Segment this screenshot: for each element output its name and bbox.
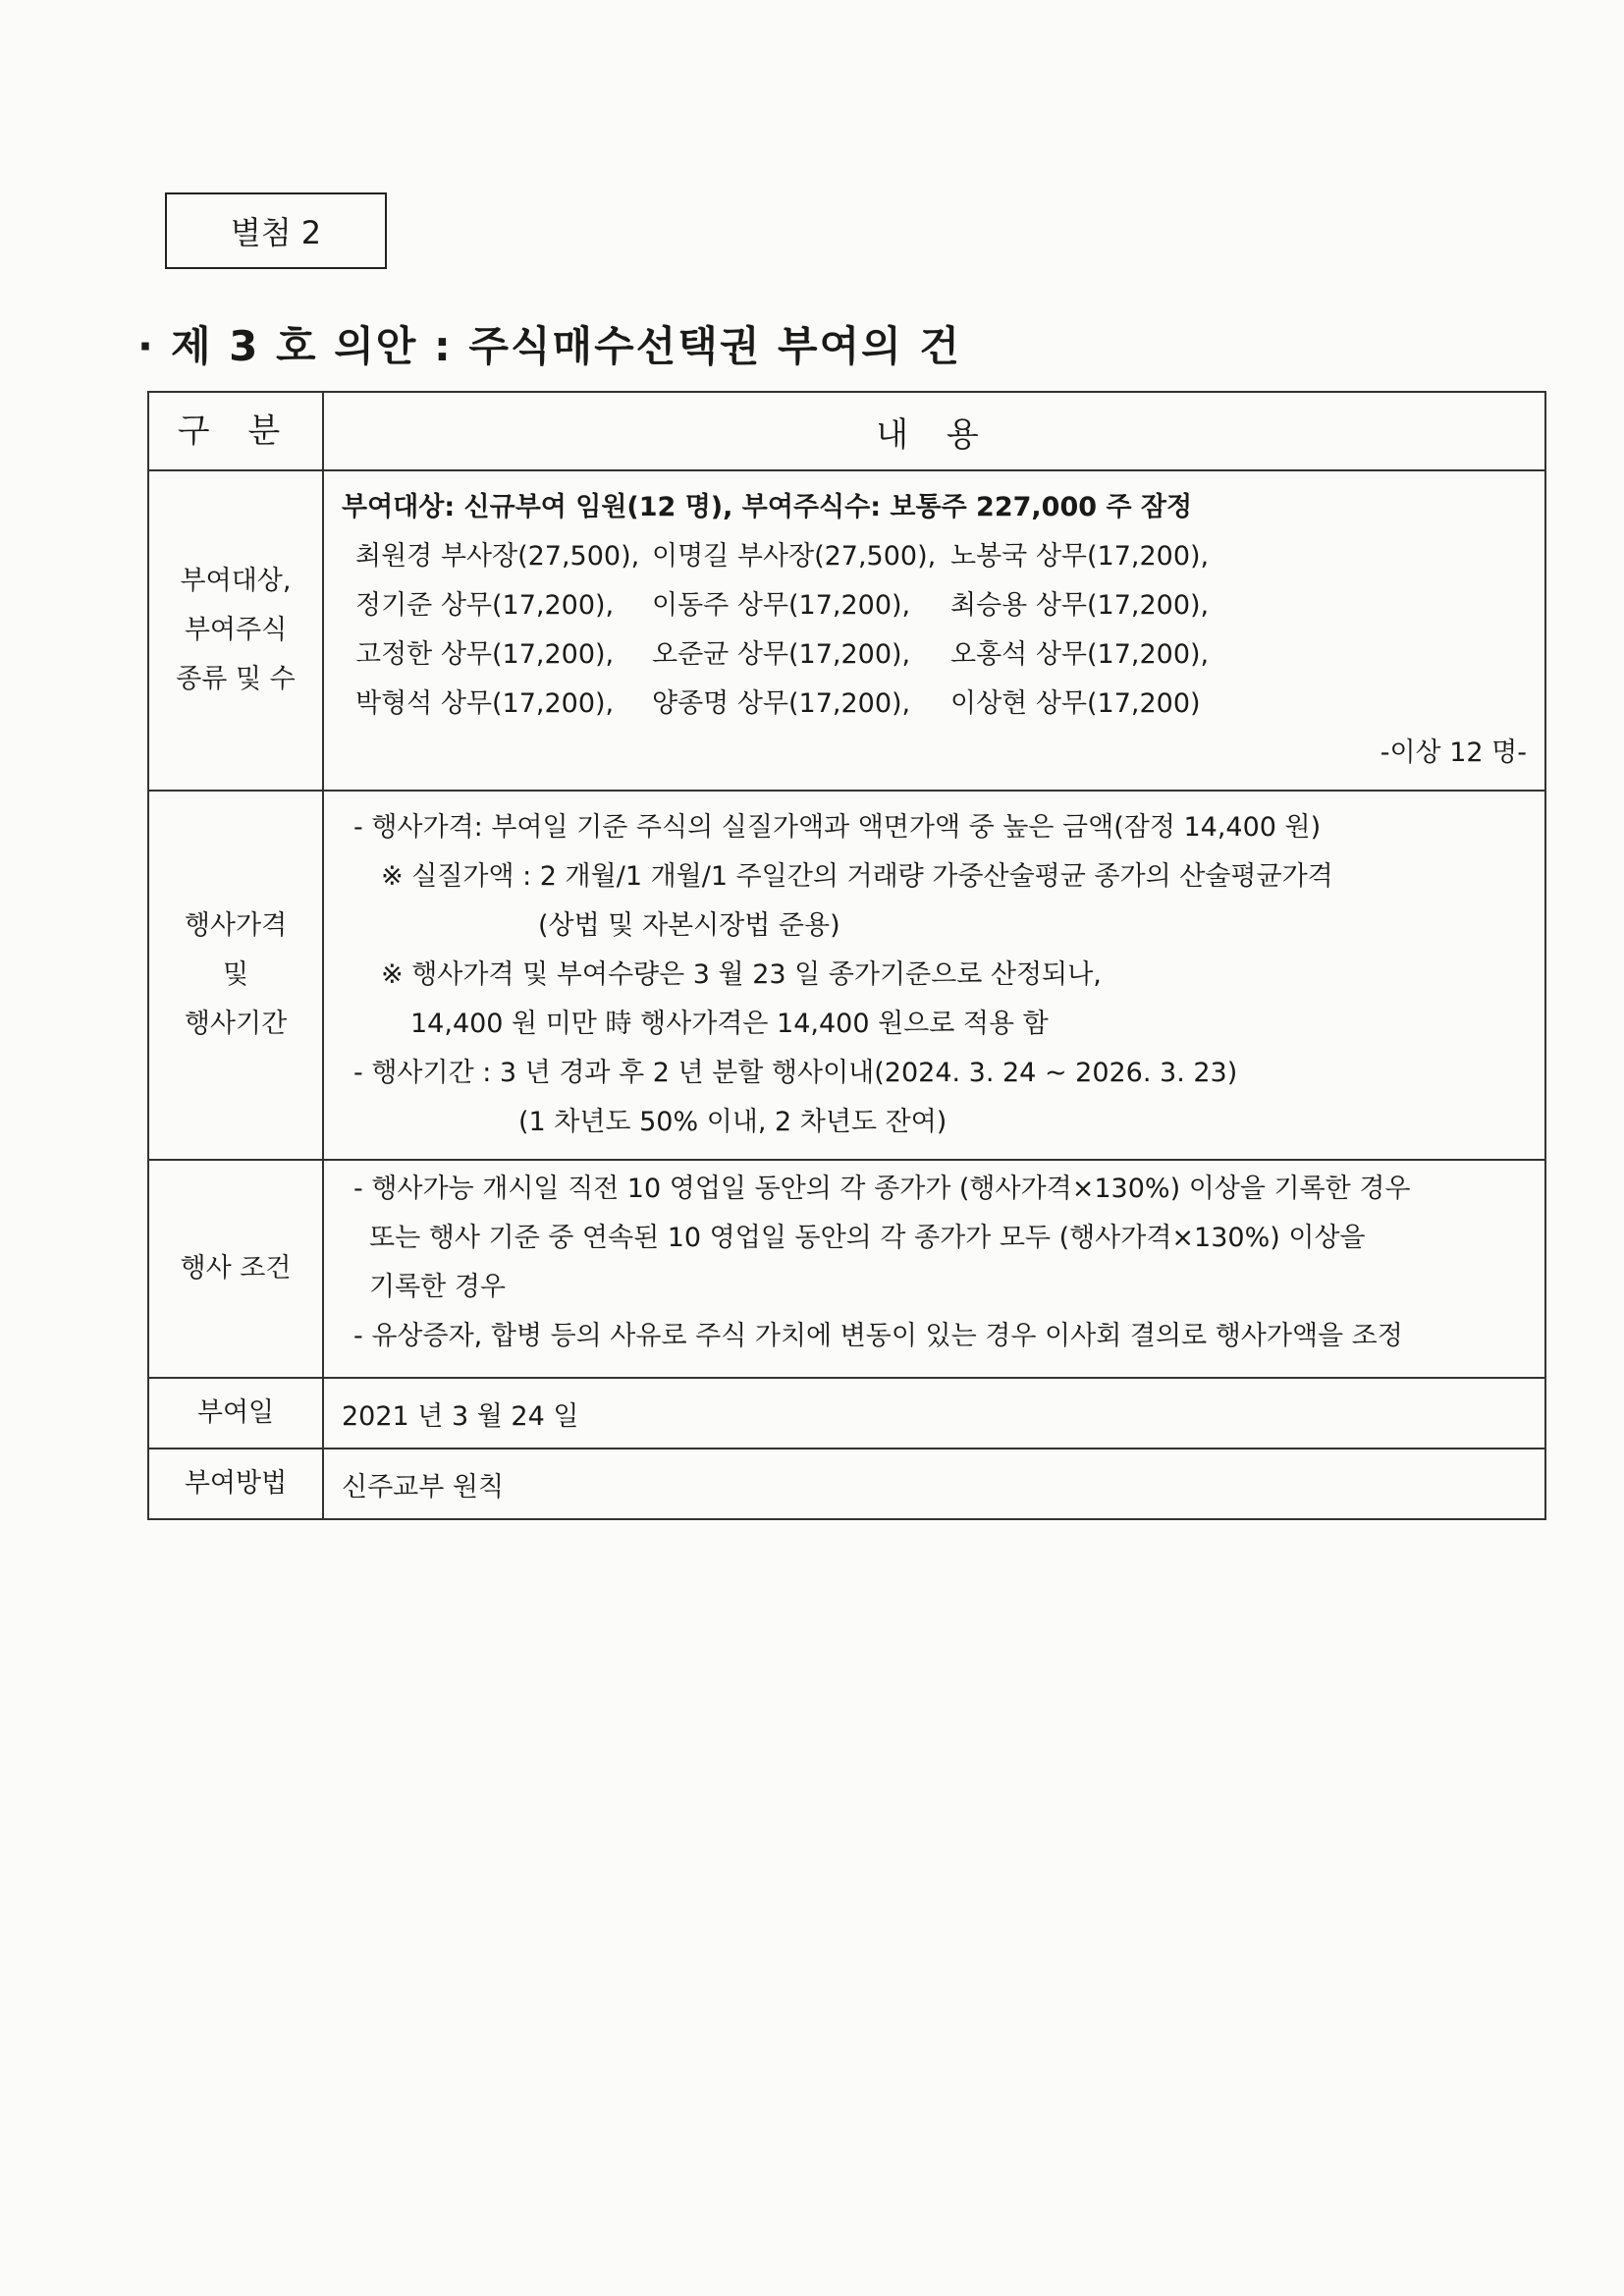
label-line: 부여주식: [184, 615, 288, 645]
row-grant-date: [148, 1378, 1545, 1449]
recipient: 오홍석 상무(17,200),: [950, 639, 1210, 670]
label-line: 행사기간: [184, 1009, 288, 1039]
label-line: 종류 및 수: [176, 664, 296, 694]
note-line: ※ 실질가액 : 2 개월/1 개월/1 주일간의 거래량 가중산술평균 종가의 산술평균가격: [381, 861, 1333, 892]
exercise-price-line: - 행사가격: 부여일 기준 주식의 실질가액과 액면가액 중 높은 금액(잠정 14,400 원): [353, 812, 1322, 843]
value-grant-date: 2021 년 3 월 24 일: [323, 1378, 1545, 1449]
row-grant-method: [148, 1449, 1545, 1519]
content-exercise: [323, 791, 1545, 1160]
note-line: (상법 및 자본시장법 준용): [538, 910, 840, 941]
note-line: 14,400 원 미만 時 행사가격은 14,400 원으로 적용 함: [410, 1009, 1049, 1039]
label-line: 행사가격: [184, 910, 288, 941]
recipient: 박형석 상무(17,200),: [355, 688, 615, 719]
content-grant-target: [323, 470, 1545, 791]
recipient: 최승용 상무(17,200),: [950, 590, 1210, 621]
stock-option-table: [147, 391, 1546, 1520]
content-conditions: [323, 1160, 1545, 1378]
row-conditions: [148, 1160, 1545, 1378]
title-text: 제 3 호 의안 : 주식매수선택권 부여의 건: [170, 322, 961, 370]
note-line: ※ 행사가격 및 부여수량은 3 월 23 일 종가기준으로 산정되나,: [381, 959, 1102, 990]
recipient: 양종명 상무(17,200),: [652, 688, 911, 719]
condition-line: 기록한 경우: [369, 1272, 506, 1302]
recipient: 이명길 부사장(27,500),: [652, 541, 937, 572]
header-content: 내 용: [323, 392, 1545, 470]
recipient: 고정한 상무(17,200),: [355, 639, 615, 670]
label-line: 및: [222, 959, 249, 990]
recipient: 최원경 부사장(27,500),: [355, 541, 640, 572]
condition-line: 또는 행사 기준 중 연속된 10 영업일 동안의 각 종가가 모두 (행사가격×130%) 이상을: [369, 1223, 1366, 1253]
label-conditions: 행사 조건: [148, 1160, 323, 1378]
attachment-label: 별첨 2: [165, 192, 387, 269]
header-category: 구 분: [148, 392, 323, 470]
recipient: 노봉국 상무(17,200),: [950, 541, 1210, 572]
recipient: 이동주 상무(17,200),: [652, 590, 911, 621]
condition-line: - 행사가능 개시일 직전 10 영업일 동안의 각 종가가 (행사가격×130%) 이상을 기록한 경우: [353, 1174, 1411, 1204]
recipient-total: -이상 12 명-: [1380, 738, 1527, 768]
condition-line: - 유상증자, 합병 등의 사유로 주식 가치에 변동이 있는 경우 이사회 결의로 행사가액을 조정: [353, 1321, 1403, 1351]
value-grant-method: 신주교부 원칙: [323, 1449, 1545, 1519]
label-exercise: [148, 791, 323, 1160]
row-exercise: [148, 791, 1545, 1160]
exercise-period-line: - 행사기간 : 3 년 경과 후 2 년 분할 행사이내(2024. 3. 24 ~ 2026. 3. 23): [353, 1058, 1238, 1088]
note-line: (1 차년도 50% 이내, 2 차년도 잔여): [518, 1107, 947, 1137]
table-header-row: [148, 392, 1545, 470]
title-bullet: ·: [137, 322, 155, 370]
recipient: 이상현 상무(17,200): [950, 688, 1201, 719]
recipient: 정기준 상무(17,200),: [355, 590, 615, 621]
grant-summary: 부여대상: 신규부여 임원(12 명), 부여주식수: 보통주 227,000 주 잠정: [342, 492, 1193, 522]
label-line: 부여대상,: [180, 566, 292, 596]
label-grant-target: [148, 470, 323, 791]
label-grant-method: 부여방법: [148, 1449, 323, 1519]
recipient: 오준균 상무(17,200),: [652, 639, 911, 670]
recipient-list: [342, 532, 1527, 729]
row-grant-target: [148, 470, 1545, 791]
label-grant-date: 부여일: [148, 1378, 323, 1449]
page-title: [137, 314, 961, 373]
